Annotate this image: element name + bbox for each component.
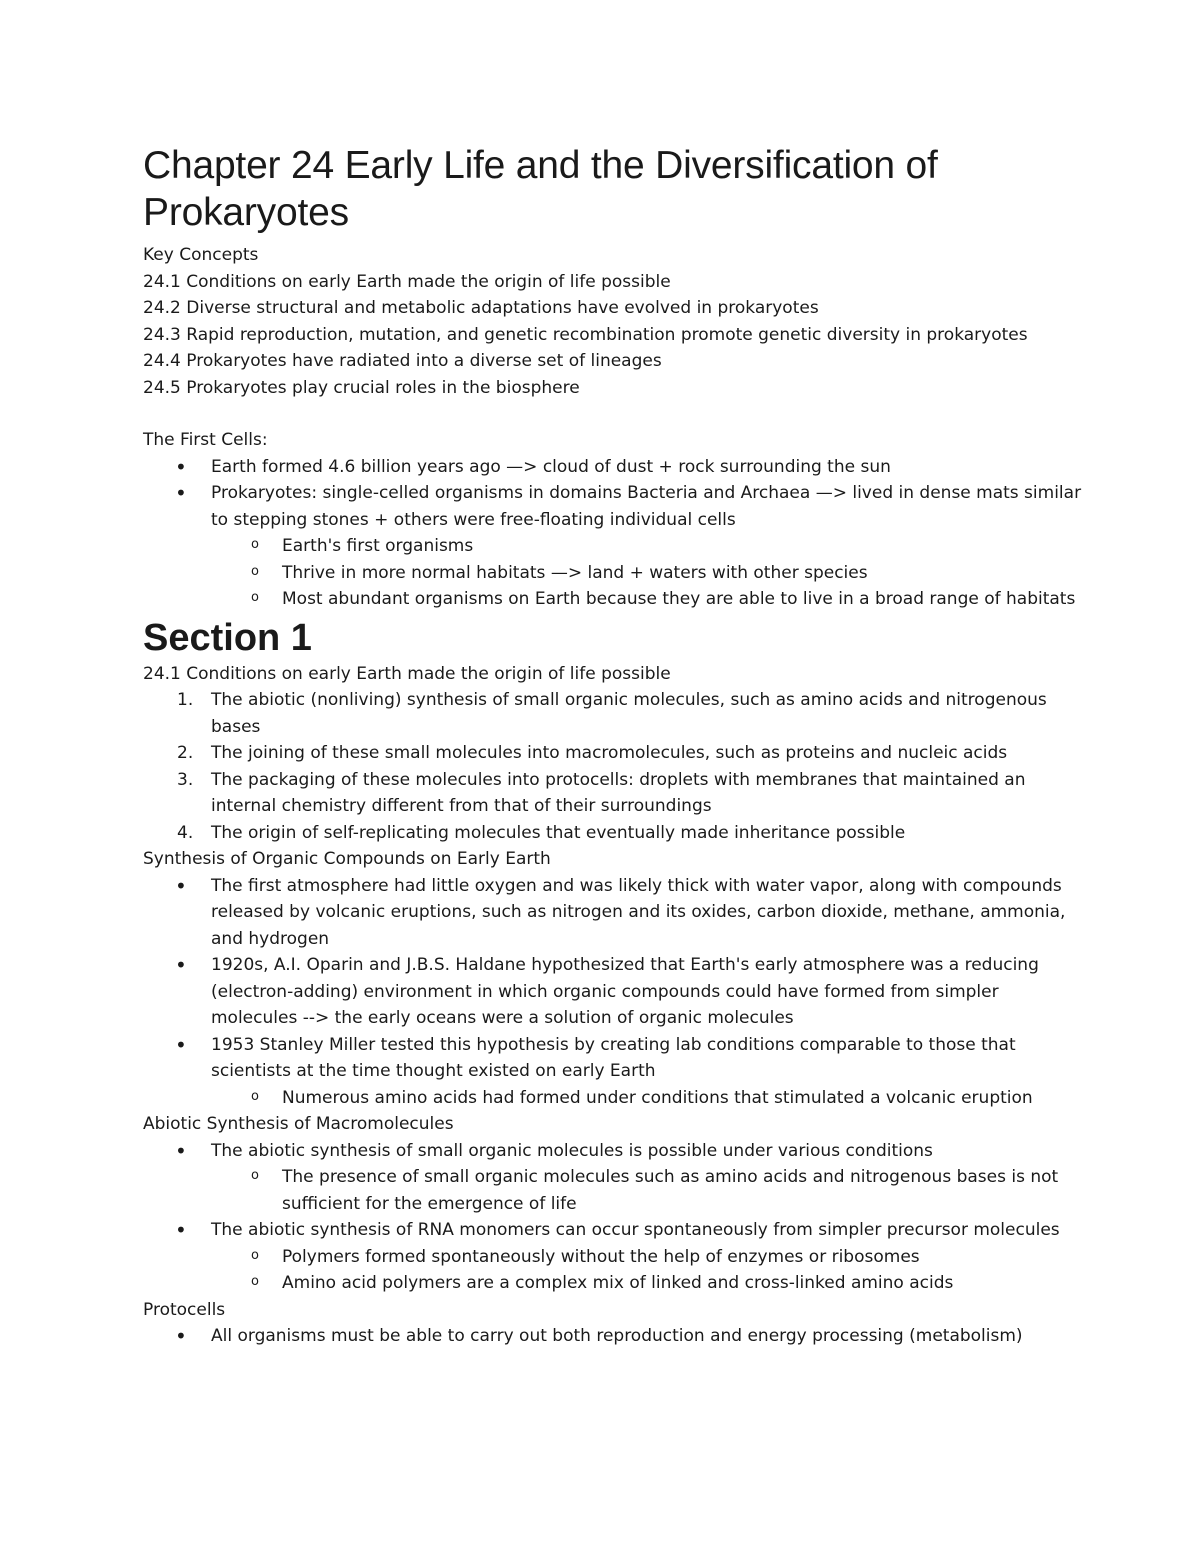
- list-item-text: 1953 Stanley Miller tested this hypothesis by creating lab conditions comparable to those that scientists at the time thought existed on early Earth: [211, 1034, 1016, 1081]
- list-item-text: The abiotic (nonliving) synthesis of small organic molecules, such as amino acids and nitrogenous bases: [211, 690, 1047, 737]
- document-page: [143, 142, 1083, 1350]
- numbered-item: [143, 767, 1083, 820]
- key-concepts-block: [143, 242, 1083, 401]
- list-item-text: The abiotic synthesis of small organic molecules is possible under various conditions: [211, 1140, 933, 1161]
- section1-block: [143, 661, 1083, 847]
- list-item-text: Amino acid polymers are a complex mix of linked and cross-linked amino acids: [282, 1273, 954, 1293]
- protocells-block: [143, 1297, 1083, 1350]
- item-number: 2.: [177, 743, 194, 763]
- list-sub-item: [143, 533, 1083, 560]
- circle-bullet-icon: o: [251, 590, 259, 605]
- item-number: 3.: [177, 769, 194, 790]
- key-concept-item: 24.2 Diverse structural and metabolic adaptations have evolved in prokaryotes: [143, 298, 819, 318]
- list-item: [143, 454, 1083, 481]
- key-concept-item: 24.1 Conditions on early Earth made the origin of life possible: [143, 271, 671, 292]
- section-subheading: 24.1 Conditions on early Earth made the origin of life possible: [143, 663, 671, 684]
- subsection-heading: Abiotic Synthesis of Macromolecules: [143, 1114, 454, 1134]
- list-item-text: Earth's first organisms: [282, 536, 474, 556]
- list-item-text: The abiotic synthesis of RNA monomers can occur spontaneously from simpler precursor molecules: [211, 1220, 1060, 1240]
- first-cells-list: [143, 454, 1083, 613]
- bullet-icon: •: [175, 1324, 187, 1348]
- bullet-icon: •: [175, 454, 187, 479]
- key-concept-item: 24.5 Prokaryotes play crucial roles in the biosphere: [143, 377, 580, 398]
- first-cells-heading: The First Cells:: [143, 430, 268, 450]
- list-sub-item: [143, 586, 1083, 613]
- abiotic-block: [143, 1111, 1083, 1297]
- circle-bullet-icon: o: [251, 537, 259, 552]
- abiotic-list: [143, 1138, 1083, 1297]
- bullet-icon: •: [175, 1138, 187, 1163]
- list-item-text: Most abundant organisms on Earth because they are able to live in a broad range of habitats: [282, 589, 1076, 609]
- key-concept-item: 24.3 Rapid reproduction, mutation, and genetic recombination promote genetic diversity in prokaryotes: [143, 324, 1028, 345]
- list-item: [143, 873, 1083, 953]
- numbered-item: [143, 687, 1083, 740]
- list-item-text: Numerous amino acids had formed under conditions that stimulated a volcanic eruption: [282, 1087, 1033, 1108]
- circle-bullet-icon: o: [251, 1168, 259, 1183]
- synthesis-block: [143, 846, 1083, 1111]
- list-item: [143, 480, 1083, 533]
- list-item: [143, 1138, 1083, 1165]
- list-item-text: The first atmosphere had little oxygen and was likely thick with water vapor, along with compounds released by volcanic eruptions, such as nitrogen and its oxides, carbon dioxide, methane, ammonia, and hydrogen: [211, 875, 1066, 949]
- bullet-icon: •: [175, 1218, 187, 1242]
- origin-steps-list: [143, 687, 1083, 846]
- list-item: [143, 1032, 1083, 1085]
- list-sub-item: [143, 1164, 1083, 1217]
- list-sub-item: [143, 1270, 1083, 1297]
- protocells-list: [143, 1323, 1083, 1350]
- list-item-text: The joining of these small molecules into macromolecules, such as proteins and nucleic acids: [211, 743, 1008, 763]
- key-concepts-heading: Key Concepts: [143, 245, 259, 265]
- list-item-text: Polymers formed spontaneously without the help of enzymes or ribosomes: [282, 1246, 920, 1267]
- synthesis-list: [143, 873, 1083, 1112]
- circle-bullet-icon: o: [251, 1247, 259, 1263]
- circle-bullet-icon: o: [251, 1274, 259, 1289]
- circle-bullet-icon: o: [251, 563, 259, 579]
- subsection-heading: Protocells: [143, 1299, 226, 1320]
- list-item-text: 1920s, A.I. Oparin and J.B.S. Haldane hypothesized that Earth's early atmosphere was a reducing (electron-adding) environment in which organic compounds could have formed from simpler molecules --> the early oceans were a solution of organic molecules: [211, 955, 1039, 1028]
- bullet-icon: •: [175, 1032, 187, 1057]
- numbered-item: [143, 820, 1083, 847]
- list-sub-item: [143, 560, 1083, 587]
- bullet-icon: •: [175, 873, 187, 898]
- list-item-text: Thrive in more normal habitats —> land + waters with other species: [282, 562, 868, 583]
- bullet-icon: •: [175, 953, 187, 977]
- list-item: [143, 1323, 1083, 1350]
- item-number: 1.: [177, 690, 194, 710]
- list-item-text: The origin of self-replicating molecules that eventually made inheritance possible: [211, 822, 906, 843]
- first-cells-block: [143, 427, 1083, 613]
- list-sub-item: [143, 1244, 1083, 1271]
- list-item: [143, 952, 1083, 1032]
- section-heading: Section 1: [143, 616, 312, 659]
- key-concept-item: 24.4 Prokaryotes have radiated into a diverse set of lineages: [143, 351, 662, 371]
- list-item-text: The packaging of these molecules into protocells: droplets with membranes that maintained an internal chemistry different from that of their surroundings: [211, 769, 1026, 816]
- list-item: [143, 1217, 1083, 1244]
- list-item-text: All organisms must be able to carry out both reproduction and energy processing (metabolism): [211, 1326, 1023, 1346]
- document-title: Chapter 24 Early Life and the Diversification of Prokaryotes: [143, 144, 938, 234]
- circle-bullet-icon: o: [251, 1088, 259, 1104]
- numbered-item: [143, 740, 1083, 767]
- subsection-heading: Synthesis of Organic Compounds on Early Earth: [143, 849, 551, 869]
- list-item-text: Prokaryotes: single-celled organisms in domains Bacteria and Archaea —> lived in dense mats similar to stepping stones + others were free-floating individual cells: [211, 483, 1082, 530]
- list-item-text: The presence of small organic molecules such as amino acids and nitrogenous bases is not sufficient for the emergence of life: [282, 1167, 1059, 1214]
- list-sub-item: [143, 1085, 1083, 1112]
- spacer: [143, 401, 1083, 427]
- list-item-text: Earth formed 4.6 billion years ago —> cloud of dust + rock surrounding the sun: [211, 456, 891, 477]
- bullet-icon: •: [175, 481, 187, 505]
- item-number: 4.: [177, 822, 194, 843]
